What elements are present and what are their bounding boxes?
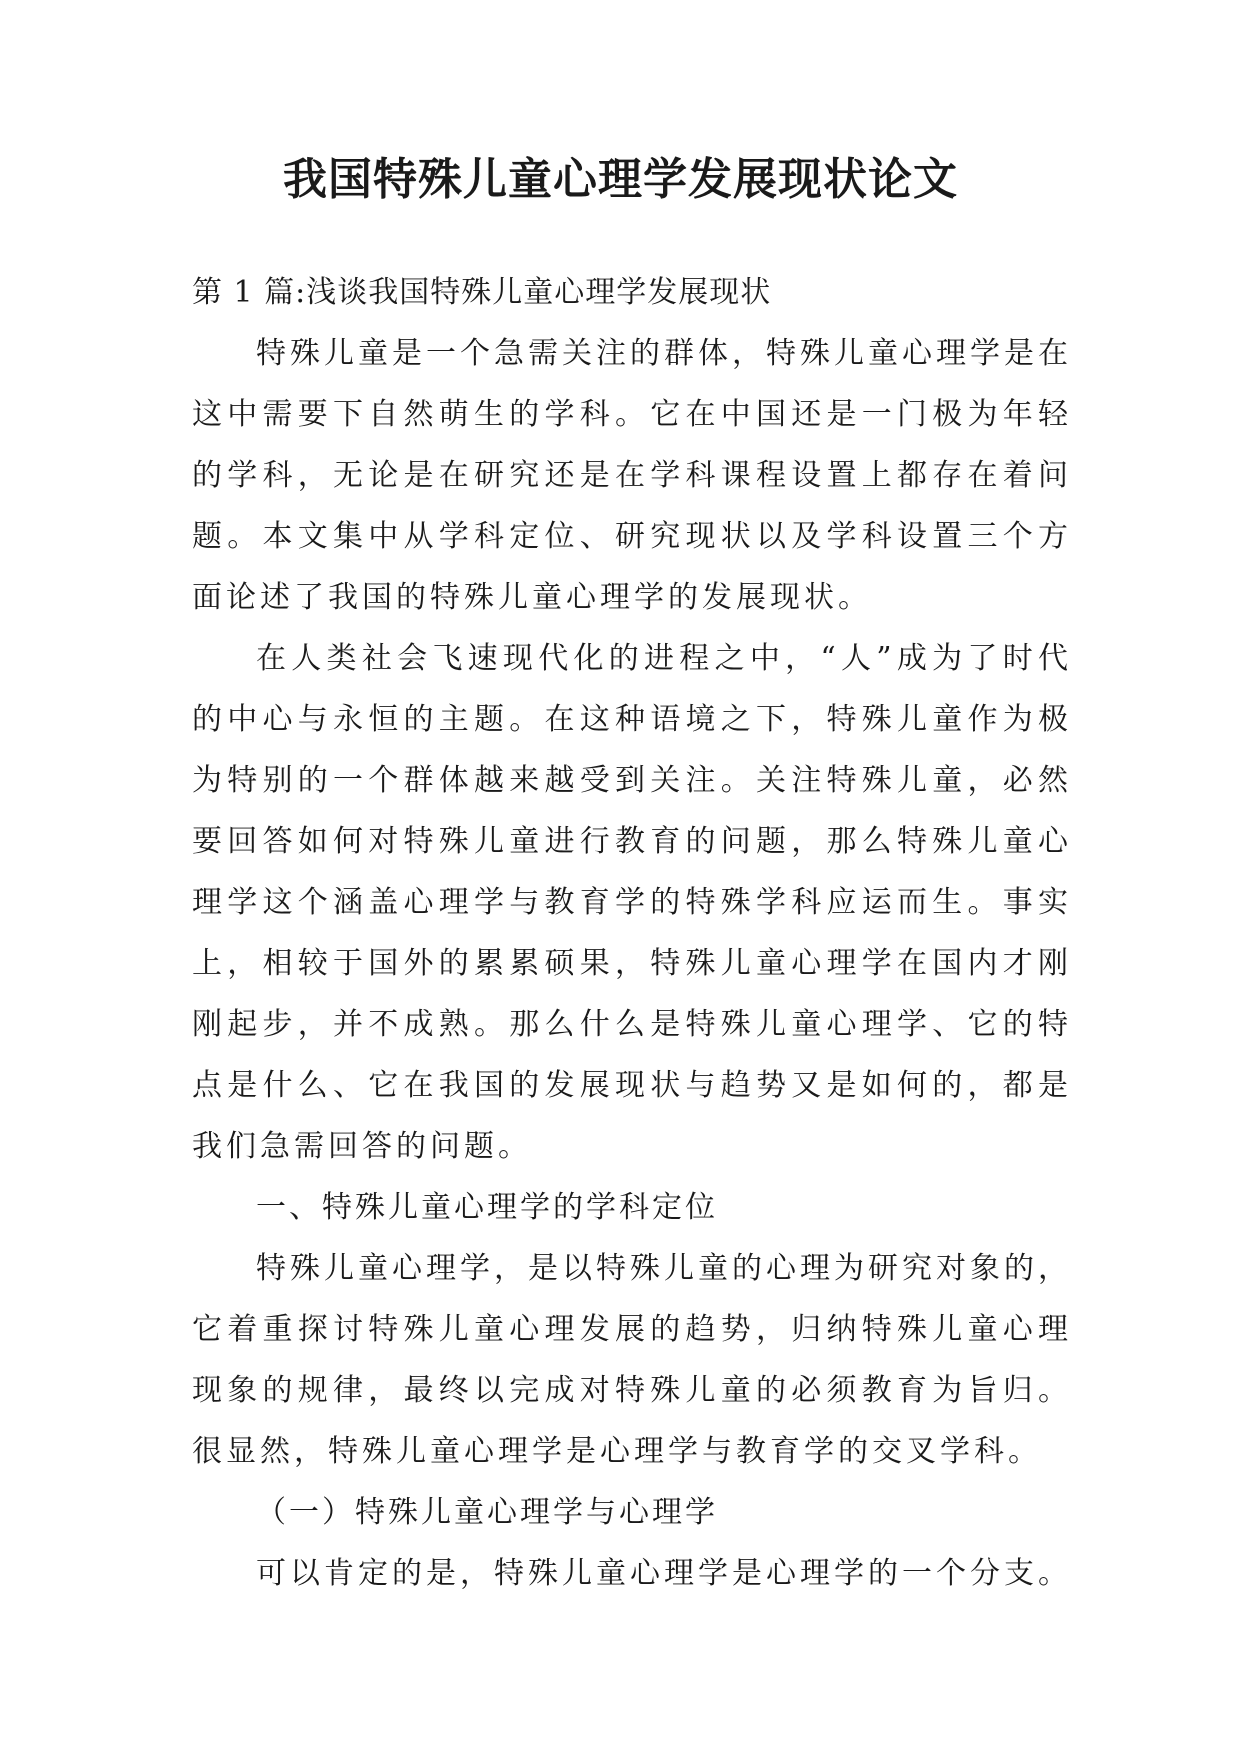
paragraph-definition: 特殊儿童心理学，是以特殊儿童的心理为研究对象的，它着重探讨特殊儿童心理发展的趋势，归纳特殊儿童心理现象的规律，最终以完成对特殊儿童的必须教育为旨归。很显然，特殊儿童心理学是心理学与教育学的交叉学科。 (192, 1251, 1072, 1469)
section-heading: 第 1 篇:浅谈我国特殊儿童心理学发展现状 (192, 275, 772, 310)
document-title: 我国特殊儿童心理学发展现状论文 (283, 154, 958, 205)
document-body (192, 262, 1072, 1604)
subheading-psychology: （一）特殊儿童心理学与心理学 (256, 1495, 718, 1530)
paragraph-intro: 特殊儿童是一个急需关注的群体，特殊儿童心理学是在这中需要下自然萌生的学科。它在中国还是一门极为年轻的学科，无论是在研究还是在学科课程设置上都存在着问题。本文集中从学科定位、研究现状以及学科设置三个方面论述了我国的特殊儿童心理学的发展现状。 (192, 336, 1072, 615)
paragraph-background: 在人类社会飞速现代化的进程之中，“人”成为了时代的中心与永恒的主题。在这种语境之下，特殊儿童作为极为特别的一个群体越来越受到关注。关注特殊儿童，必然要回答如何对特殊儿童进行教育的问题，那么特殊儿童心理学这个涵盖心理学与教育学的特殊学科应运而生。事实上，相较于国外的累累硕果，特殊儿童心理学在国内才刚刚起步，并不成熟。那么什么是特殊儿童心理学、它的特点是什么、它在我国的发展现状与趋势又是如何的，都是我们急需回答的问题。 (192, 641, 1072, 1164)
paragraph-branch: 可以肯定的是，特殊儿童心理学是心理学的一个分支。 (256, 1556, 1072, 1591)
subheading-discipline-positioning: 一、特殊儿童心理学的学科定位 (256, 1190, 718, 1225)
